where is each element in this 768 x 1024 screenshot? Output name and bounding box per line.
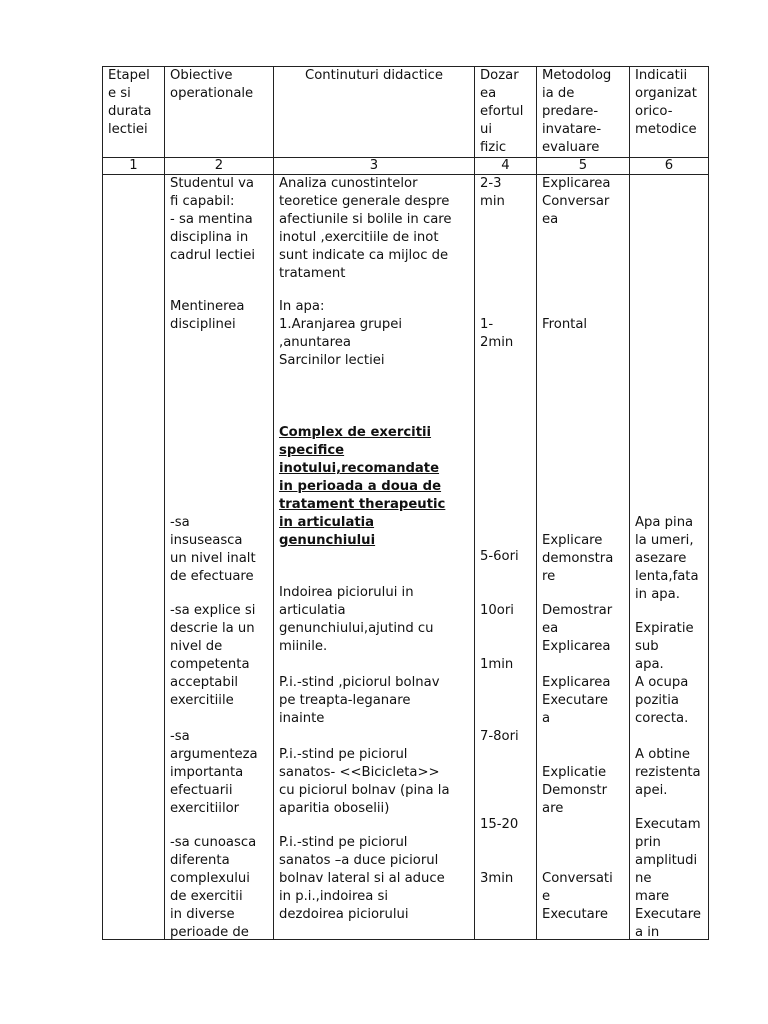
method-text: Conversati e Executare <box>542 871 613 922</box>
content-text: Indoirea piciorului in articulatia genunchiului,ajutind cu miinile. <box>279 585 434 654</box>
column-number: 5 <box>537 158 630 175</box>
objective-text: -sa argumenteza importanta efectuarii exercitiilor <box>170 729 258 816</box>
dosage-text: 15-20 <box>480 817 519 832</box>
content-cell <box>274 175 475 940</box>
dosage-text: 3min <box>480 871 514 886</box>
indication-text: Expiratie sub apa. A ocupa pozitia corecta. <box>635 621 694 726</box>
header-cell-content: Continuturi didactice <box>274 67 475 158</box>
content-text: In apa: 1.Aranjarea grupei ,anuntarea Sarcinilor lectiei <box>279 299 403 368</box>
objective-text: -sa explice si descrie la un nivel de competenta acceptabil exercitiile <box>170 603 256 708</box>
content-text: P.i.-stind pe piciorul sanatos- <<Bicicleta>> cu piciorul bolnav (pina la aparitia oboselii) <box>279 747 450 816</box>
content-text: P.i.-stind ,piciorul bolnav pe treapta-leganare inainte <box>279 675 440 726</box>
method-text: Demostrar ea Explicarea <box>542 603 613 654</box>
dosage-text: 10ori <box>480 603 514 618</box>
objective-text: Mentinerea disciplinei <box>170 299 245 332</box>
column-number: 3 <box>274 158 475 175</box>
content-text: Analiza cunostintelor teoretice generale despre afectiunile si bolile in care inotul ,exercitiile de inot sunt indicate ca mijloc de tratament <box>279 176 452 281</box>
column-number: 6 <box>630 158 709 175</box>
objective-text: Studentul va fi capabil: - sa mentina disciplina in cadrul lectiei <box>170 176 255 263</box>
method-text: Explicarea Executare a <box>542 675 611 726</box>
lesson-plan-table <box>102 66 709 940</box>
dosage-text: 2-3 min <box>480 176 505 209</box>
dosage-text: 1min <box>480 657 514 672</box>
indications-cell <box>630 175 709 940</box>
indication-text: Apa pina la umeri, asezare lenta,fata in apa. <box>635 515 699 602</box>
column-number-row <box>103 158 709 175</box>
column-number: 4 <box>475 158 537 175</box>
header-row <box>103 67 709 158</box>
header-cell-objectives: Obiective operationale <box>165 67 274 158</box>
header-cell-stages: Etapel e si durata lectiei <box>103 67 165 158</box>
stages-cell <box>103 175 165 940</box>
dosage-text: 5-6ori <box>480 549 519 564</box>
objectives-cell <box>165 175 274 940</box>
dosage-text: 7-8ori <box>480 729 519 744</box>
column-number: 2 <box>165 158 274 175</box>
method-text: Explicare demonstra re <box>542 533 614 584</box>
method-text: Explicarea Conversar ea <box>542 176 611 227</box>
exercise-complex-heading: Complex de exercitii specifice inotului,recomandate in perioada a doua de tratament therapeutic in articulatia genunchiului <box>279 425 446 548</box>
dosage-text: 1- 2min <box>480 317 514 350</box>
content-text: P.i.-stind pe piciorul sanatos –a duce piciorul bolnav lateral si al aduce in p.i.,indoirea si dezdoirea piciorului <box>279 835 445 922</box>
objective-text: -sa cunoasca diferenta complexului de exercitii in diverse perioade de <box>170 835 257 940</box>
method-text: Explicatie Demonstr are <box>542 765 608 816</box>
indication-text: A obtine rezistenta apei. <box>635 747 701 798</box>
header-cell-indications: Indicatii organizat orico- metodice <box>630 67 709 158</box>
header-cell-dosage: Dozar ea efortul ui fizic <box>475 67 537 158</box>
column-number: 1 <box>103 158 165 175</box>
header-cell-methodology: Metodolog ia de predare- invatare- evaluare <box>537 67 630 158</box>
methodology-cell <box>537 175 630 940</box>
content-row <box>103 175 709 940</box>
method-text: Frontal <box>542 317 588 332</box>
indication-text: Executam prin amplitudi ne mare Executare a in <box>635 817 701 940</box>
dosage-cell <box>475 175 537 940</box>
objective-text: -sa insuseasca un nivel inalt de efectuare <box>170 515 256 584</box>
